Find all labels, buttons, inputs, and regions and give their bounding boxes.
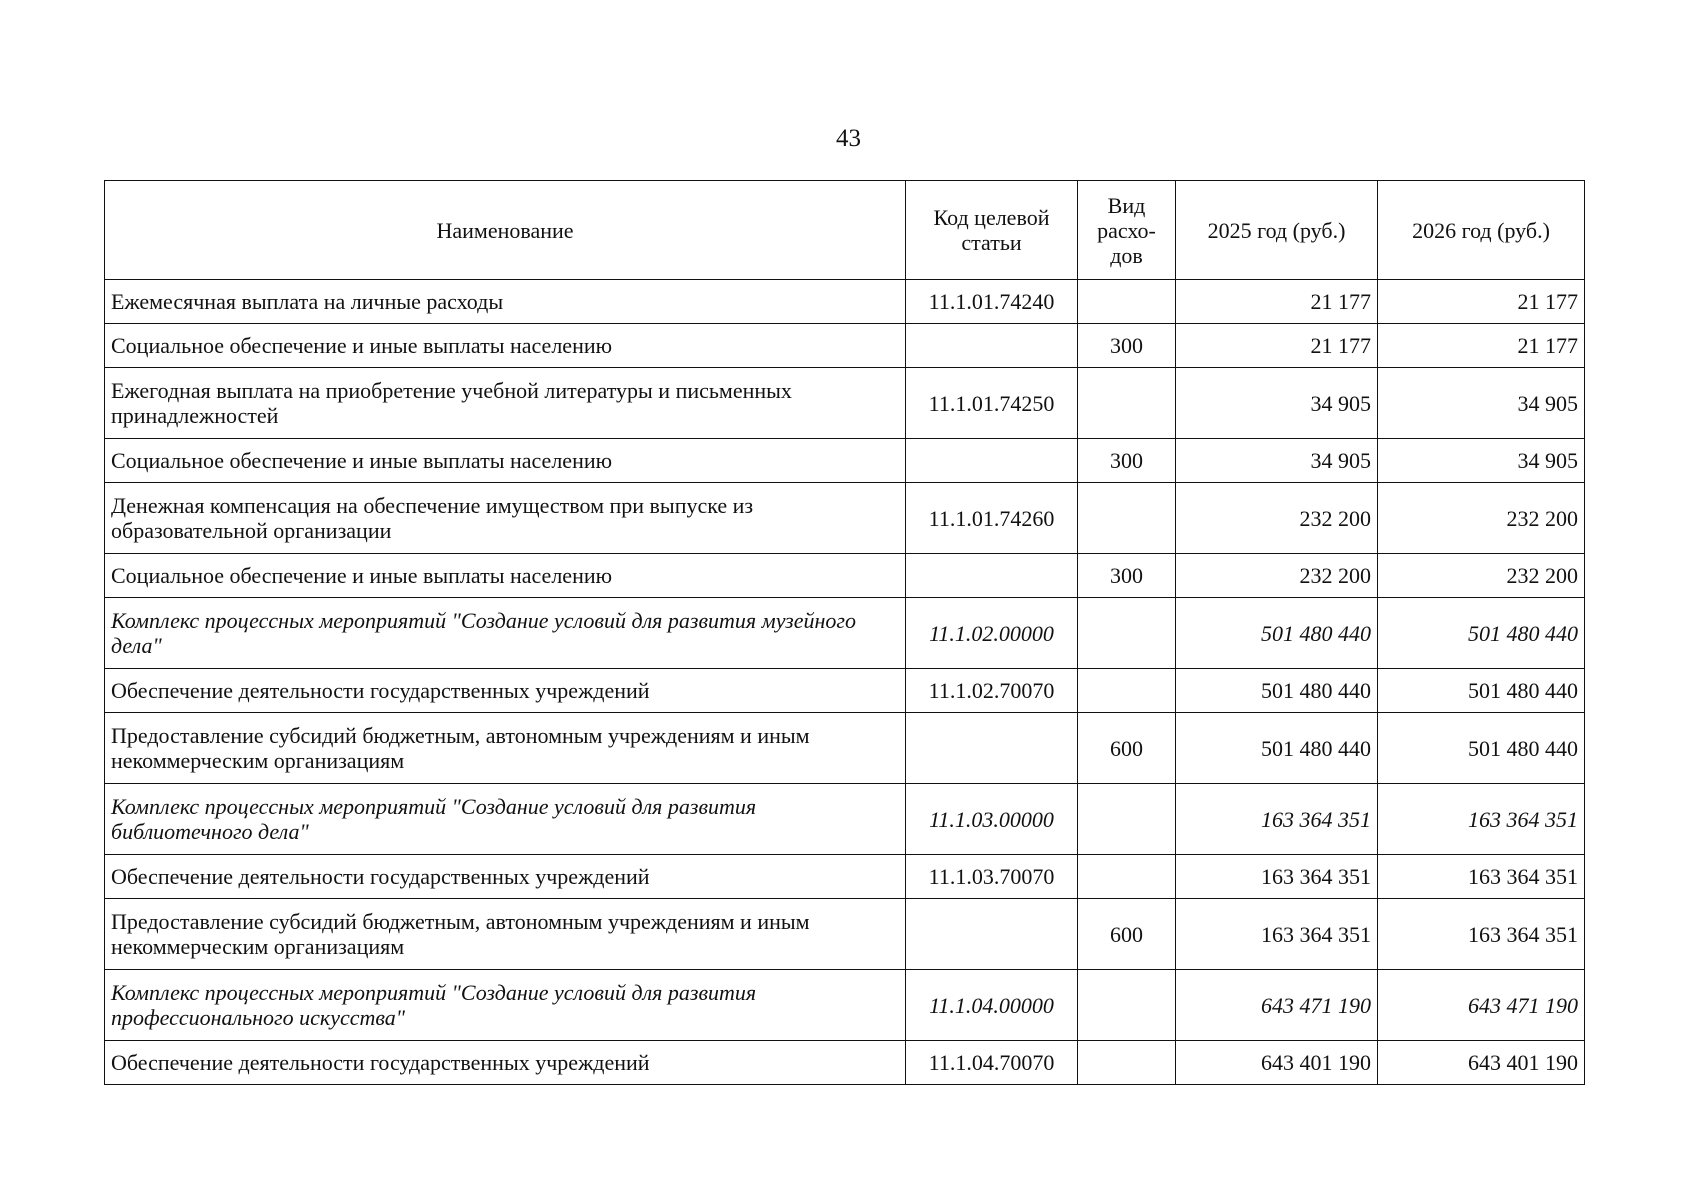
row-code <box>906 554 1078 598</box>
row-amount-2025: 34 905 <box>1176 439 1378 483</box>
row-amount-2026: 501 480 440 <box>1378 669 1585 713</box>
row-amount-2026: 21 177 <box>1378 324 1585 368</box>
table-row <box>105 784 1585 855</box>
row-kind <box>1078 483 1176 554</box>
row-code: 11.1.02.00000 <box>906 598 1078 669</box>
row-name: Комплекс процессных мероприятий "Создание условий для развития музейного дела" <box>105 598 906 669</box>
table-row <box>105 855 1585 899</box>
header-code: Код целевой статьи <box>906 181 1078 280</box>
row-amount-2026: 21 177 <box>1378 280 1585 324</box>
row-amount-2025: 643 471 190 <box>1176 970 1378 1041</box>
row-kind: 300 <box>1078 554 1176 598</box>
table-row <box>105 899 1585 970</box>
row-amount-2025: 501 480 440 <box>1176 713 1378 784</box>
table-row <box>105 598 1585 669</box>
table-row <box>105 970 1585 1041</box>
row-kind <box>1078 280 1176 324</box>
row-kind <box>1078 855 1176 899</box>
row-code: 11.1.01.74250 <box>906 368 1078 439</box>
row-kind: 300 <box>1078 439 1176 483</box>
row-amount-2025: 501 480 440 <box>1176 669 1378 713</box>
header-year-2026: 2026 год (руб.) <box>1378 181 1585 280</box>
row-amount-2025: 163 364 351 <box>1176 899 1378 970</box>
row-amount-2025: 163 364 351 <box>1176 784 1378 855</box>
table-row <box>105 669 1585 713</box>
row-kind <box>1078 598 1176 669</box>
row-kind <box>1078 669 1176 713</box>
row-code: 11.1.01.74260 <box>906 483 1078 554</box>
row-amount-2025: 232 200 <box>1176 483 1378 554</box>
row-amount-2025: 21 177 <box>1176 280 1378 324</box>
row-amount-2025: 34 905 <box>1176 368 1378 439</box>
table-row <box>105 1041 1585 1085</box>
row-kind: 600 <box>1078 713 1176 784</box>
row-kind <box>1078 368 1176 439</box>
row-amount-2026: 232 200 <box>1378 554 1585 598</box>
row-code: 11.1.04.00000 <box>906 970 1078 1041</box>
row-code: 11.1.03.00000 <box>906 784 1078 855</box>
table-row <box>105 368 1585 439</box>
table-row <box>105 324 1585 368</box>
row-name: Социальное обеспечение и иные выплаты населению <box>105 439 906 483</box>
row-name: Предоставление субсидий бюджетным, автономным учреждениям и иным некоммерческим организациям <box>105 899 906 970</box>
row-amount-2026: 163 364 351 <box>1378 899 1585 970</box>
row-code <box>906 324 1078 368</box>
row-code <box>906 439 1078 483</box>
row-kind: 600 <box>1078 899 1176 970</box>
header-name: Наименование <box>105 181 906 280</box>
row-name: Социальное обеспечение и иные выплаты населению <box>105 554 906 598</box>
row-amount-2026: 232 200 <box>1378 483 1585 554</box>
row-amount-2026: 163 364 351 <box>1378 855 1585 899</box>
table-row <box>105 280 1585 324</box>
row-amount-2026: 163 364 351 <box>1378 784 1585 855</box>
row-amount-2025: 501 480 440 <box>1176 598 1378 669</box>
row-name: Обеспечение деятельности государственных учреждений <box>105 1041 906 1085</box>
row-amount-2026: 643 401 190 <box>1378 1041 1585 1085</box>
row-code: 11.1.02.70070 <box>906 669 1078 713</box>
row-amount-2025: 21 177 <box>1176 324 1378 368</box>
row-kind <box>1078 970 1176 1041</box>
row-code: 11.1.04.70070 <box>906 1041 1078 1085</box>
table-row <box>105 713 1585 784</box>
row-name: Обеспечение деятельности государственных учреждений <box>105 855 906 899</box>
row-name: Ежегодная выплата на приобретение учебной литературы и письменных принадлежностей <box>105 368 906 439</box>
row-name: Предоставление субсидий бюджетным, автономным учреждениям и иным некоммерческим организациям <box>105 713 906 784</box>
row-amount-2026: 643 471 190 <box>1378 970 1585 1041</box>
table-row <box>105 439 1585 483</box>
header-kind: Вид расхо-дов <box>1078 181 1176 280</box>
row-code <box>906 713 1078 784</box>
page-number: 43 <box>836 125 861 152</box>
row-amount-2026: 34 905 <box>1378 368 1585 439</box>
table-row <box>105 483 1585 554</box>
row-name: Обеспечение деятельности государственных учреждений <box>105 669 906 713</box>
row-amount-2025: 232 200 <box>1176 554 1378 598</box>
row-amount-2025: 163 364 351 <box>1176 855 1378 899</box>
table-header-row <box>105 181 1585 280</box>
row-kind: 300 <box>1078 324 1176 368</box>
row-code <box>906 899 1078 970</box>
table-row <box>105 554 1585 598</box>
row-amount-2026: 501 480 440 <box>1378 713 1585 784</box>
table-body <box>105 280 1585 1085</box>
row-name: Комплекс процессных мероприятий "Создание условий для развития профессионального искусства" <box>105 970 906 1041</box>
budget-table <box>104 180 1585 1085</box>
row-amount-2026: 501 480 440 <box>1378 598 1585 669</box>
row-code: 11.1.01.74240 <box>906 280 1078 324</box>
row-amount-2025: 643 401 190 <box>1176 1041 1378 1085</box>
header-year-2025: 2025 год (руб.) <box>1176 181 1378 280</box>
row-kind <box>1078 784 1176 855</box>
row-name: Денежная компенсация на обеспечение имуществом при выпуске из образовательной организации <box>105 483 906 554</box>
row-kind <box>1078 1041 1176 1085</box>
row-amount-2026: 34 905 <box>1378 439 1585 483</box>
row-code: 11.1.03.70070 <box>906 855 1078 899</box>
row-name: Ежемесячная выплата на личные расходы <box>105 280 906 324</box>
row-name: Комплекс процессных мероприятий "Создание условий для развития библиотечного дела" <box>105 784 906 855</box>
row-name: Социальное обеспечение и иные выплаты населению <box>105 324 906 368</box>
